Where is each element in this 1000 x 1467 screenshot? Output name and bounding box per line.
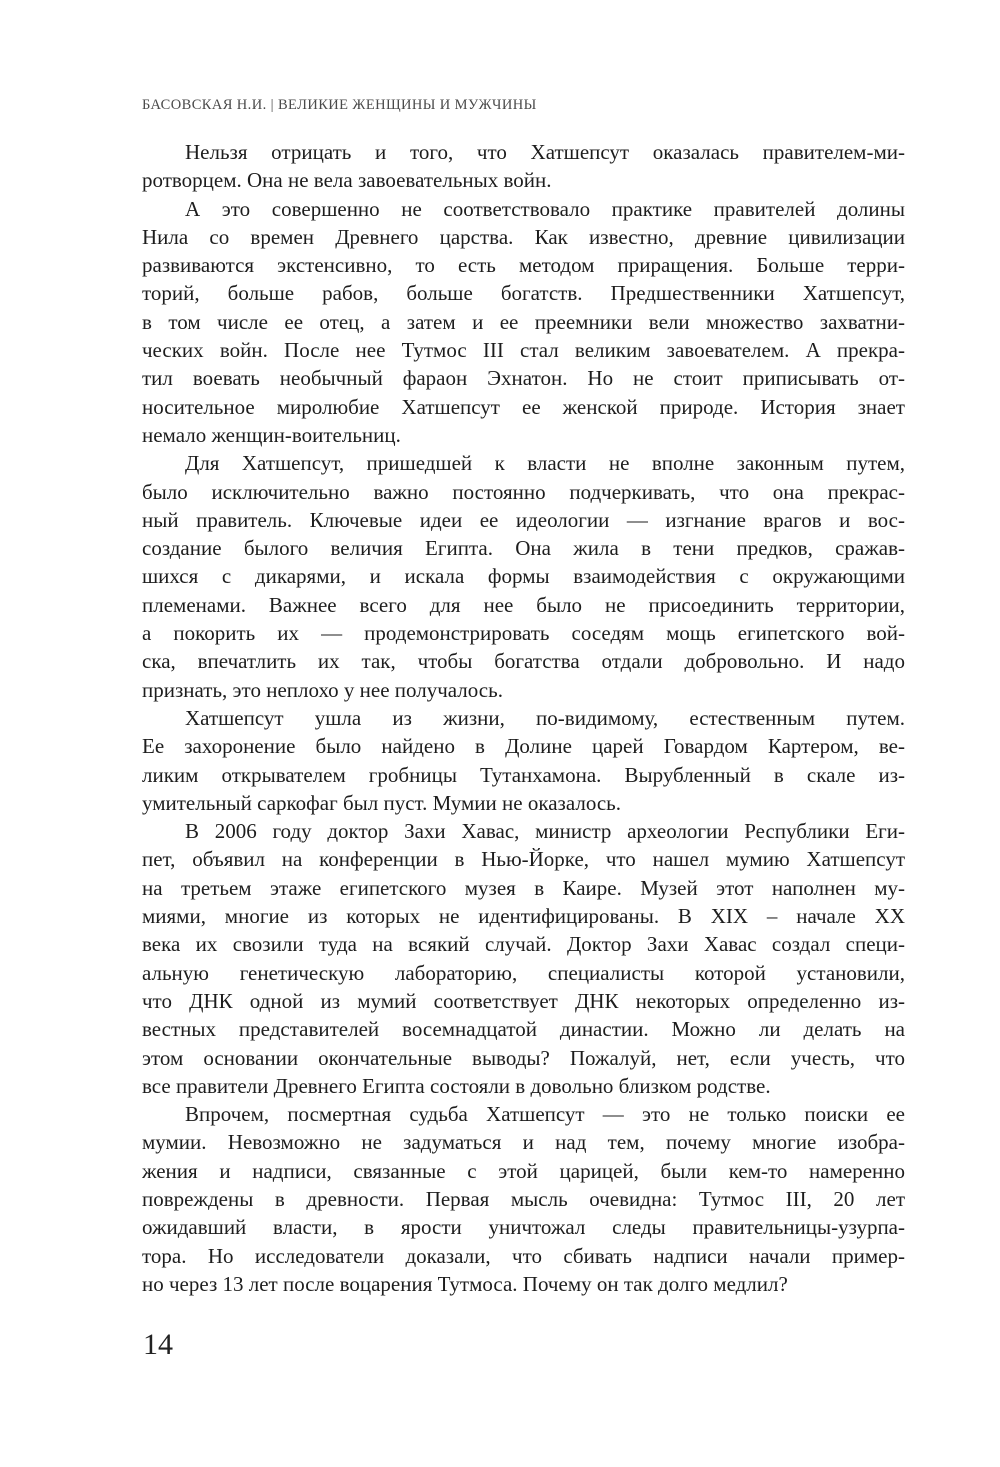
page-number: 14 — [143, 1328, 173, 1361]
text-line: мумии. Невозможно не задуматься и над тем, почему многие изобра- — [142, 1130, 905, 1155]
text-line: но через 13 лет после воцарения Тутмоса. Почему он так долго медлил? — [142, 1271, 788, 1296]
paragraph — [142, 817, 905, 1100]
text-line: носительное миролюбие Хатшепсут ее женской природе. История знает — [142, 394, 905, 419]
paragraph — [142, 138, 905, 195]
text-line: Для Хатшепсут, пришедшей к власти не вполне законным путем, — [185, 451, 905, 476]
text-line: альную генетическую лабораторию, специалисты которой установили, — [142, 960, 905, 985]
text-line: Ее захоронение было найдено в Долине царей Говардом Картером, ве- — [142, 734, 905, 759]
text-line: миями, многие из которых не идентифицированы. В XIX – начале XX — [142, 904, 905, 929]
text-line: ческих войн. После нее Тутмос III стал великим завоевателем. А прекра- — [142, 338, 905, 363]
body-text-block — [142, 138, 905, 1298]
text-line: ротворцем. Она не вела завоевательных войн. — [142, 168, 552, 193]
text-line: ожидавший власти, в ярости уничтожал следы правительницы-узурпа- — [142, 1215, 905, 1240]
text-line: в том числе ее отец, а затем и ее преемники вели множество захватни- — [142, 309, 905, 334]
text-line: все правители Древнего Египта состояли в довольно близком родстве. — [142, 1073, 771, 1098]
text-line: века их свозили туда на всякий случай. Доктор Захи Хавас создал специ- — [142, 932, 905, 957]
text-line: ликим открывателем гробницы Тутанхамона. Вырубленный в скале из- — [142, 762, 905, 787]
text-line: было исключительно важно постоянно подчеркивать, что она прекрас- — [142, 479, 905, 504]
paragraph — [142, 704, 905, 817]
text-line: торий, больше рабов, больше богатств. Предшественники Хатшепсут, — [142, 281, 905, 306]
text-line: А это совершенно не соответствовало практике правителей долины — [185, 196, 905, 221]
text-line: Нила со времен Древнего царства. Как известно, древние цивилизации — [142, 224, 905, 249]
running-header: БАСОВСКАЯ Н.И. | ВЕЛИКИЕ ЖЕНЩИНЫ И МУЖЧИНЫ — [142, 97, 537, 113]
text-line: жения и надписи, связанные с этой царицей, были кем-то намеренно — [142, 1158, 905, 1183]
text-line: племенами. Важнее всего для нее было не присоединить территории, — [142, 592, 905, 617]
text-line: Хатшепсут ушла из жизни, по-видимому, естественным путем. — [185, 705, 905, 730]
text-line: этом основании окончательные выводы? Пожалуй, нет, если учесть, что — [142, 1045, 905, 1070]
text-line: на третьем этаже египетского музея в Каире. Музей этот наполнен му- — [142, 875, 905, 900]
text-line: немало женщин-воительниц. — [142, 422, 401, 447]
text-line: а покорить их — продемонстрировать соседям мощь египетского вой- — [142, 621, 905, 646]
text-line: развиваются экстенсивно, то есть методом приращения. Больше терри- — [142, 253, 905, 278]
text-line: тил воевать необычный фараон Эхнатон. Но не стоит приписывать от- — [142, 366, 905, 391]
text-line: умительный саркофаг был пуст. Мумии не оказалось. — [142, 790, 622, 815]
paragraph — [142, 449, 905, 704]
text-line: что ДНК одной из мумий соответствует ДНК некоторых определенно из- — [142, 988, 905, 1013]
text-line: В 2006 году доктор Захи Хавас, министр археологии Республики Еги- — [185, 819, 905, 844]
text-line: тора. Но исследователи доказали, что сбивать надписи начали пример- — [142, 1243, 905, 1268]
text-line: пет, объявил на конференции в Нью-Йорке, что нашел мумию Хатшепсут — [142, 847, 905, 872]
text-line: создание былого величия Египта. Она жила в тени предков, сражав- — [142, 536, 905, 561]
text-line: Нельзя отрицать и того, что Хатшепсут оказалась правителем-ми- — [185, 140, 905, 164]
text-line: признать, это неплохо у нее получалось. — [142, 677, 503, 702]
paragraph — [142, 195, 905, 450]
paragraph — [142, 1100, 905, 1298]
text-line: Впрочем, посмертная судьба Хатшепсут — это не только поиски ее — [185, 1102, 905, 1127]
text-line: вестных представителей восемнадцатой династии. Можно ли делать на — [142, 1017, 905, 1042]
text-line: ный правитель. Ключевые идеи ее идеологии — изгнание врагов и вос- — [142, 507, 905, 532]
text-line: шихся с дикарями, и искала формы взаимодействия с окружающими — [142, 564, 905, 589]
text-line: повреждены в древности. Первая мысль очевидна: Тутмос III, 20 лет — [142, 1186, 905, 1211]
text-line: ска, впечатлить их так, чтобы богатства отдали добровольно. И надо — [142, 649, 905, 674]
